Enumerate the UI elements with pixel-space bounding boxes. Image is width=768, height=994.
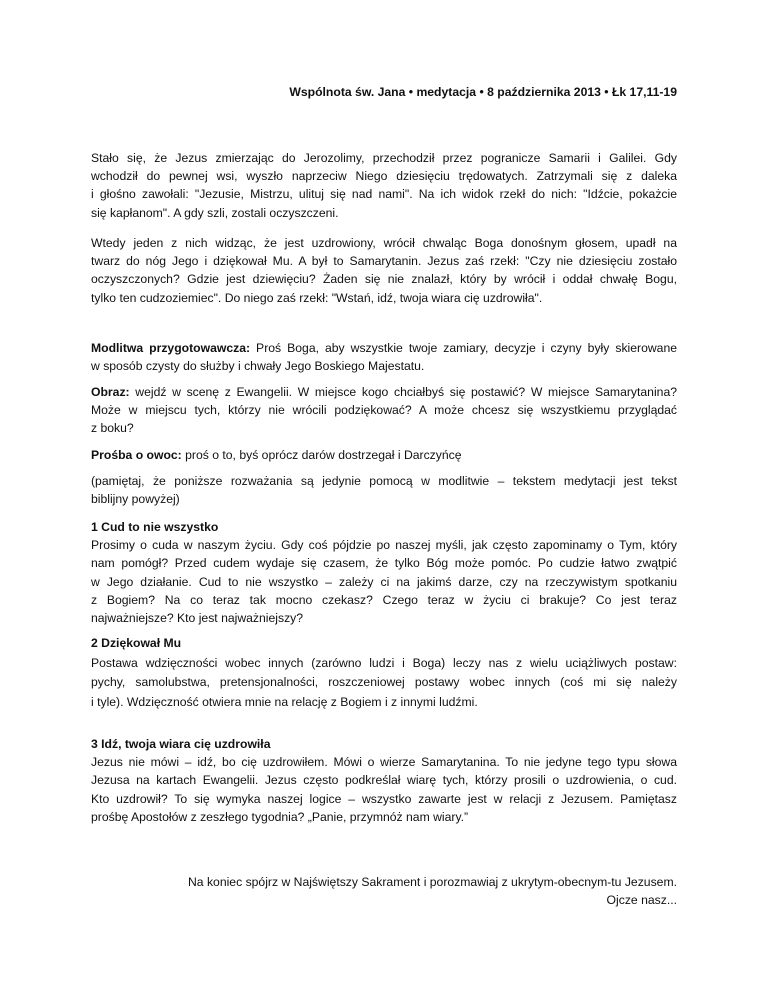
text-line: pychy, samolubstwa, pretensjonalności, roszczeniowej postawy wobec innych (coś mi się należy [91,675,677,689]
closing-line: Na koniec spójrz w Najświętszy Sakrament i porozmawiaj z ukrytym-obecnym-tu Jezusem. [187,875,677,889]
text-line: biblijny powyżej) [91,492,180,507]
text-line: Postawa wdzięczności wobec innych (zarówno ludzi i Boga) leczy nas z wielu uciążliwych postaw: [91,655,677,670]
text-line: się kapłanom". A gdy szli, zostali oczyszczeni. [91,205,339,220]
image-paragraph [91,383,677,438]
text-line: tylko ten cudzoziemiec". Do niego zaś rzekł: "Wstań, idź, twoja wiara cię uzdrowiła". [91,290,543,305]
note-paragraph [91,472,677,508]
text-line: i głośno zawołali: "Jezusie, Mistrzu, ulituj się nad nami". Na ich widok rzekł do nich: "Idźcie, pokażcie [91,187,677,202]
text-line: nam pomógł? Przed cudem wydaje się czasem, że tylko Bóg może pomóc. Po cudzie łatwo zwątpić [91,556,677,571]
prayer-text: Proś Boga, aby wszystkie twoje zamiary, decyzje i czyny były skierowane [250,341,677,355]
text-line: z Bogiem? Na co teraz tak mocno czekasz? Czego teraz w życiu ci brakuje? Co jest teraz [91,592,677,607]
text-line: Prosimy o cuda w naszym życiu. Gdy coś pójdzie po naszej myśli, jak często zapominamy o Tym, który [91,538,677,553]
image-text: wejdź w scenę z Ewangelii. W miejsce kogo chciałbyś się postawić? W miejsce Samarytanina? [129,385,677,399]
text-line: twarz do nóg Jego i dziękował Mu. A był to Samarytanin. Jezus zaś rzekł: "Czy nie dziesięciu zostało [91,254,677,269]
closing-line: Ojcze nasz... [606,893,677,908]
text-line: najważniejsze? Kto jest najważniejszy? [91,611,304,626]
prayer-paragraph [91,339,677,375]
request-label: Prośba o owoc: [91,448,182,462]
point-3 [91,735,677,826]
text-line: prośbę Apostołów z zeszłego tygodnia? „Panie, przymnóż nam wiary.” [91,809,469,824]
point-2 [91,634,677,712]
text-line: Kto uzdrowił? To się wymyka naszej logice – wszystko zawarte jest w relacji z Jezusem. Pamiętasz [91,791,677,806]
text-line: Może w miejscu tych, którzy nie wrócili podziękować? A może chcesz się wszystkiemu przyglądać [91,403,677,418]
point-title: 2 Dziękował Mu [91,636,182,650]
point-title: 1 Cud to nie wszystko [91,520,219,534]
text-line: Stało się, że Jezus zmierzając do Jerozolimy, przechodził przez pogranicze Samarii i Galilei. Gdy [91,151,677,165]
page-header: Wspólnota św. Jana • medytacja • 8 października 2013 • Łk 17,11-19 [289,85,677,99]
text-line: z boku? [91,421,134,436]
text-line: (pamiętaj, że poniższe rozważania są jedynie pomocą w modlitwie – tekstem medytacji jest tekst [91,474,677,488]
text-line: w sposób czysty do służby i chwały Jego Boskiego Majestatu. [91,359,425,374]
text-line: oczyszczonych? Gdzie jest dziewięciu? Żaden się nie znalazł, który by wrócił i oddał chwałę Bogu, [91,272,677,287]
text-line: Jezus nie mówi – idź, bo cię uzdrowiłem. Mówi o wierze Samarytanina. To nie jedyne tego typu słowa [91,755,677,770]
request-text: proś o to, byś oprócz darów dostrzegał i Darczyńcę [181,448,462,462]
gospel-paragraph-1 [91,149,677,222]
text-line: Wtedy jeden z nich widząc, że jest uzdrowiony, wrócił chwaląc Boga donośnym głosem, upadł na [91,236,677,250]
text-line: Jezusa na kartach Ewangelii. Jezus często podkreślał wiarę tych, którzy prosili o uzdrowienia, o cud. [91,773,677,788]
prayer-label: Modlitwa przygotowawcza: [91,341,251,355]
point-1 [91,518,677,627]
image-label: Obraz: [91,385,130,399]
text-line: w Jego działanie. Cud to nie wszystko – zależy ci na jakimś darze, czy na rzeczywistym spotkaniu [91,574,677,589]
request-paragraph [91,446,677,464]
text-line: wchodził do pewnej wsi, wyszło naprzeciw Niego dziesięciu trędowatych. Zatrzymali się z daleka [91,169,677,184]
closing-paragraph [91,873,677,909]
point-title: 3 Idź, twoja wiara cię uzdrowiła [91,737,271,751]
gospel-paragraph-2 [91,234,677,307]
text-line: i tyle). Wdzięczność otwiera mnie na relację z Bogiem i z innymi ludźmi. [91,694,478,709]
